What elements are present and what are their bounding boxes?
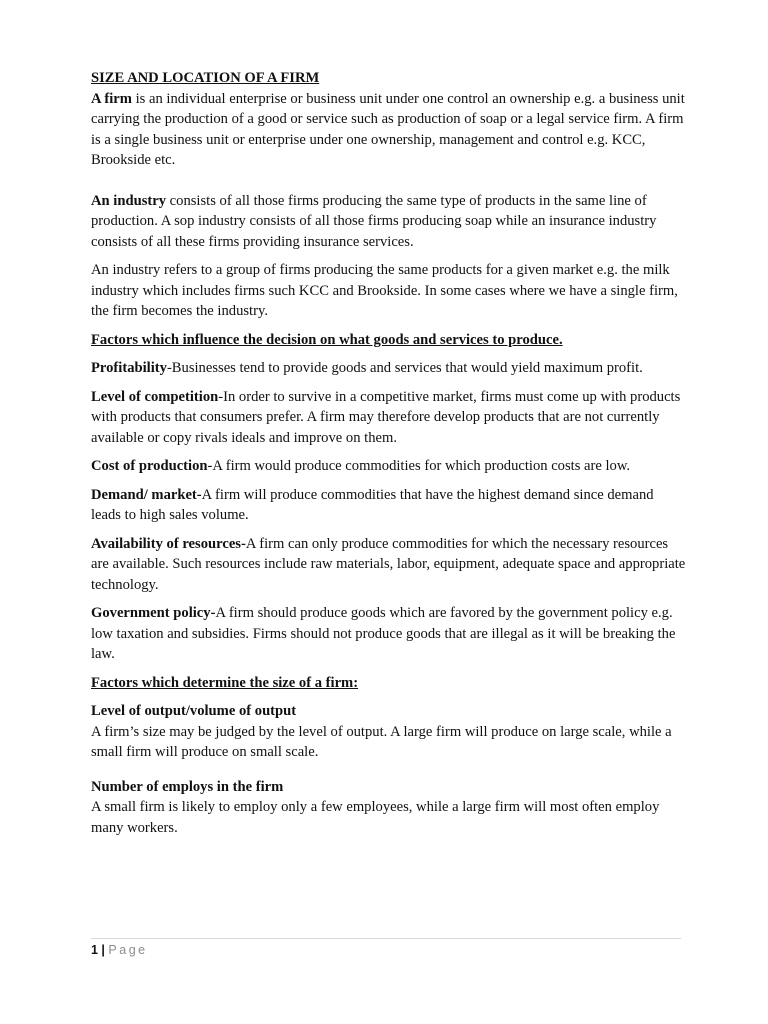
firm-text: is an individual enterprise or business unit under one control an ownership e.g. a business unit carrying the production of a good or service such as production of soap or a legal service firm. A firm is a single business unit or enterprise under one ownership, management and control e.g. KCC, Brookside etc. [91,90,685,168]
factor-text: -In order to survive in a competitive market, firms must come up with products with products that consumers prefer. A firm may therefore develop products that are not currently available or copy rivals ideals and improve on them. [91,388,681,446]
industry-text: consists of all those firms producing the same type of products in the same line of production. A sop industry consists of all those firms producing soap while an insurance industry consists of all these firms providing insurance services. [91,192,657,250]
factor-term: Profitability [91,360,167,376]
size-factor-employees-text: A small firm is likely to employ only a few employees, while a large firm will most often employ many workers. [91,799,660,836]
goods-factor-cost [91,456,687,477]
industry-definition [91,191,687,253]
goods-factor-government [91,603,687,665]
industry-explanation: An industry refers to a group of firms producing the same products for a given market e.g. the milk industry which includes firms such KCC and Brookside. In some cases where we have a single firm, the firm becomes the industry. [91,262,678,319]
factor-text: -A firm would produce commodities for which production costs are low. [207,458,631,474]
goods-factor-profitability [91,358,687,379]
factor-text: A firm can only produce commodities for which the necessary resources are available. Such resources include raw materials, labor, equipment, adequate space and appropriate technology. [91,535,686,593]
factor-text: A firm should produce goods which are favored by the government policy e.g. low taxation and subsidies. Firms should not produce goods that are illegal as it will be breaking the law. [91,605,676,662]
goods-factor-competition [91,387,687,449]
goods-factor-demand [91,485,687,526]
goods-section-heading: Factors which influence the decision on what goods and services to produce. [91,331,563,348]
size-factor-output-heading: Level of output/volume of output [91,703,297,719]
size-section-heading: Factors which determine the size of a firm: [91,674,359,691]
size-factor-output-text: A firm’s size may be judged by the level of output. A large firm will produce on large scale, while a small firm will produce on small scale. [91,723,672,760]
page-footer [91,938,681,957]
factor-term: Cost of production [91,458,208,474]
factor-text: -Businesses tend to provide goods and services that would yield maximum profit. [166,360,643,376]
firm-definition [91,89,687,171]
goods-factor-resources [91,534,687,596]
document-body [91,68,687,838]
page-number: 1 [91,943,98,957]
document-title: SIZE AND LOCATION OF A FIRM [91,70,320,86]
factor-term: Availability of resources- [91,535,246,552]
factor-text: A firm will produce commodities that have the highest demand since demand leads to high sales volume. [91,486,654,523]
size-factor-employees-heading: Number of employs in the firm [91,778,284,795]
firm-term: A firm [91,90,132,107]
factor-term: Government policy- [91,605,216,621]
page-separator: | [97,943,109,957]
page-label: Page [108,943,148,957]
industry-term: An industry [91,192,167,209]
factor-term: Demand/ market- [91,486,202,503]
factor-term: Level of competition [91,388,219,405]
